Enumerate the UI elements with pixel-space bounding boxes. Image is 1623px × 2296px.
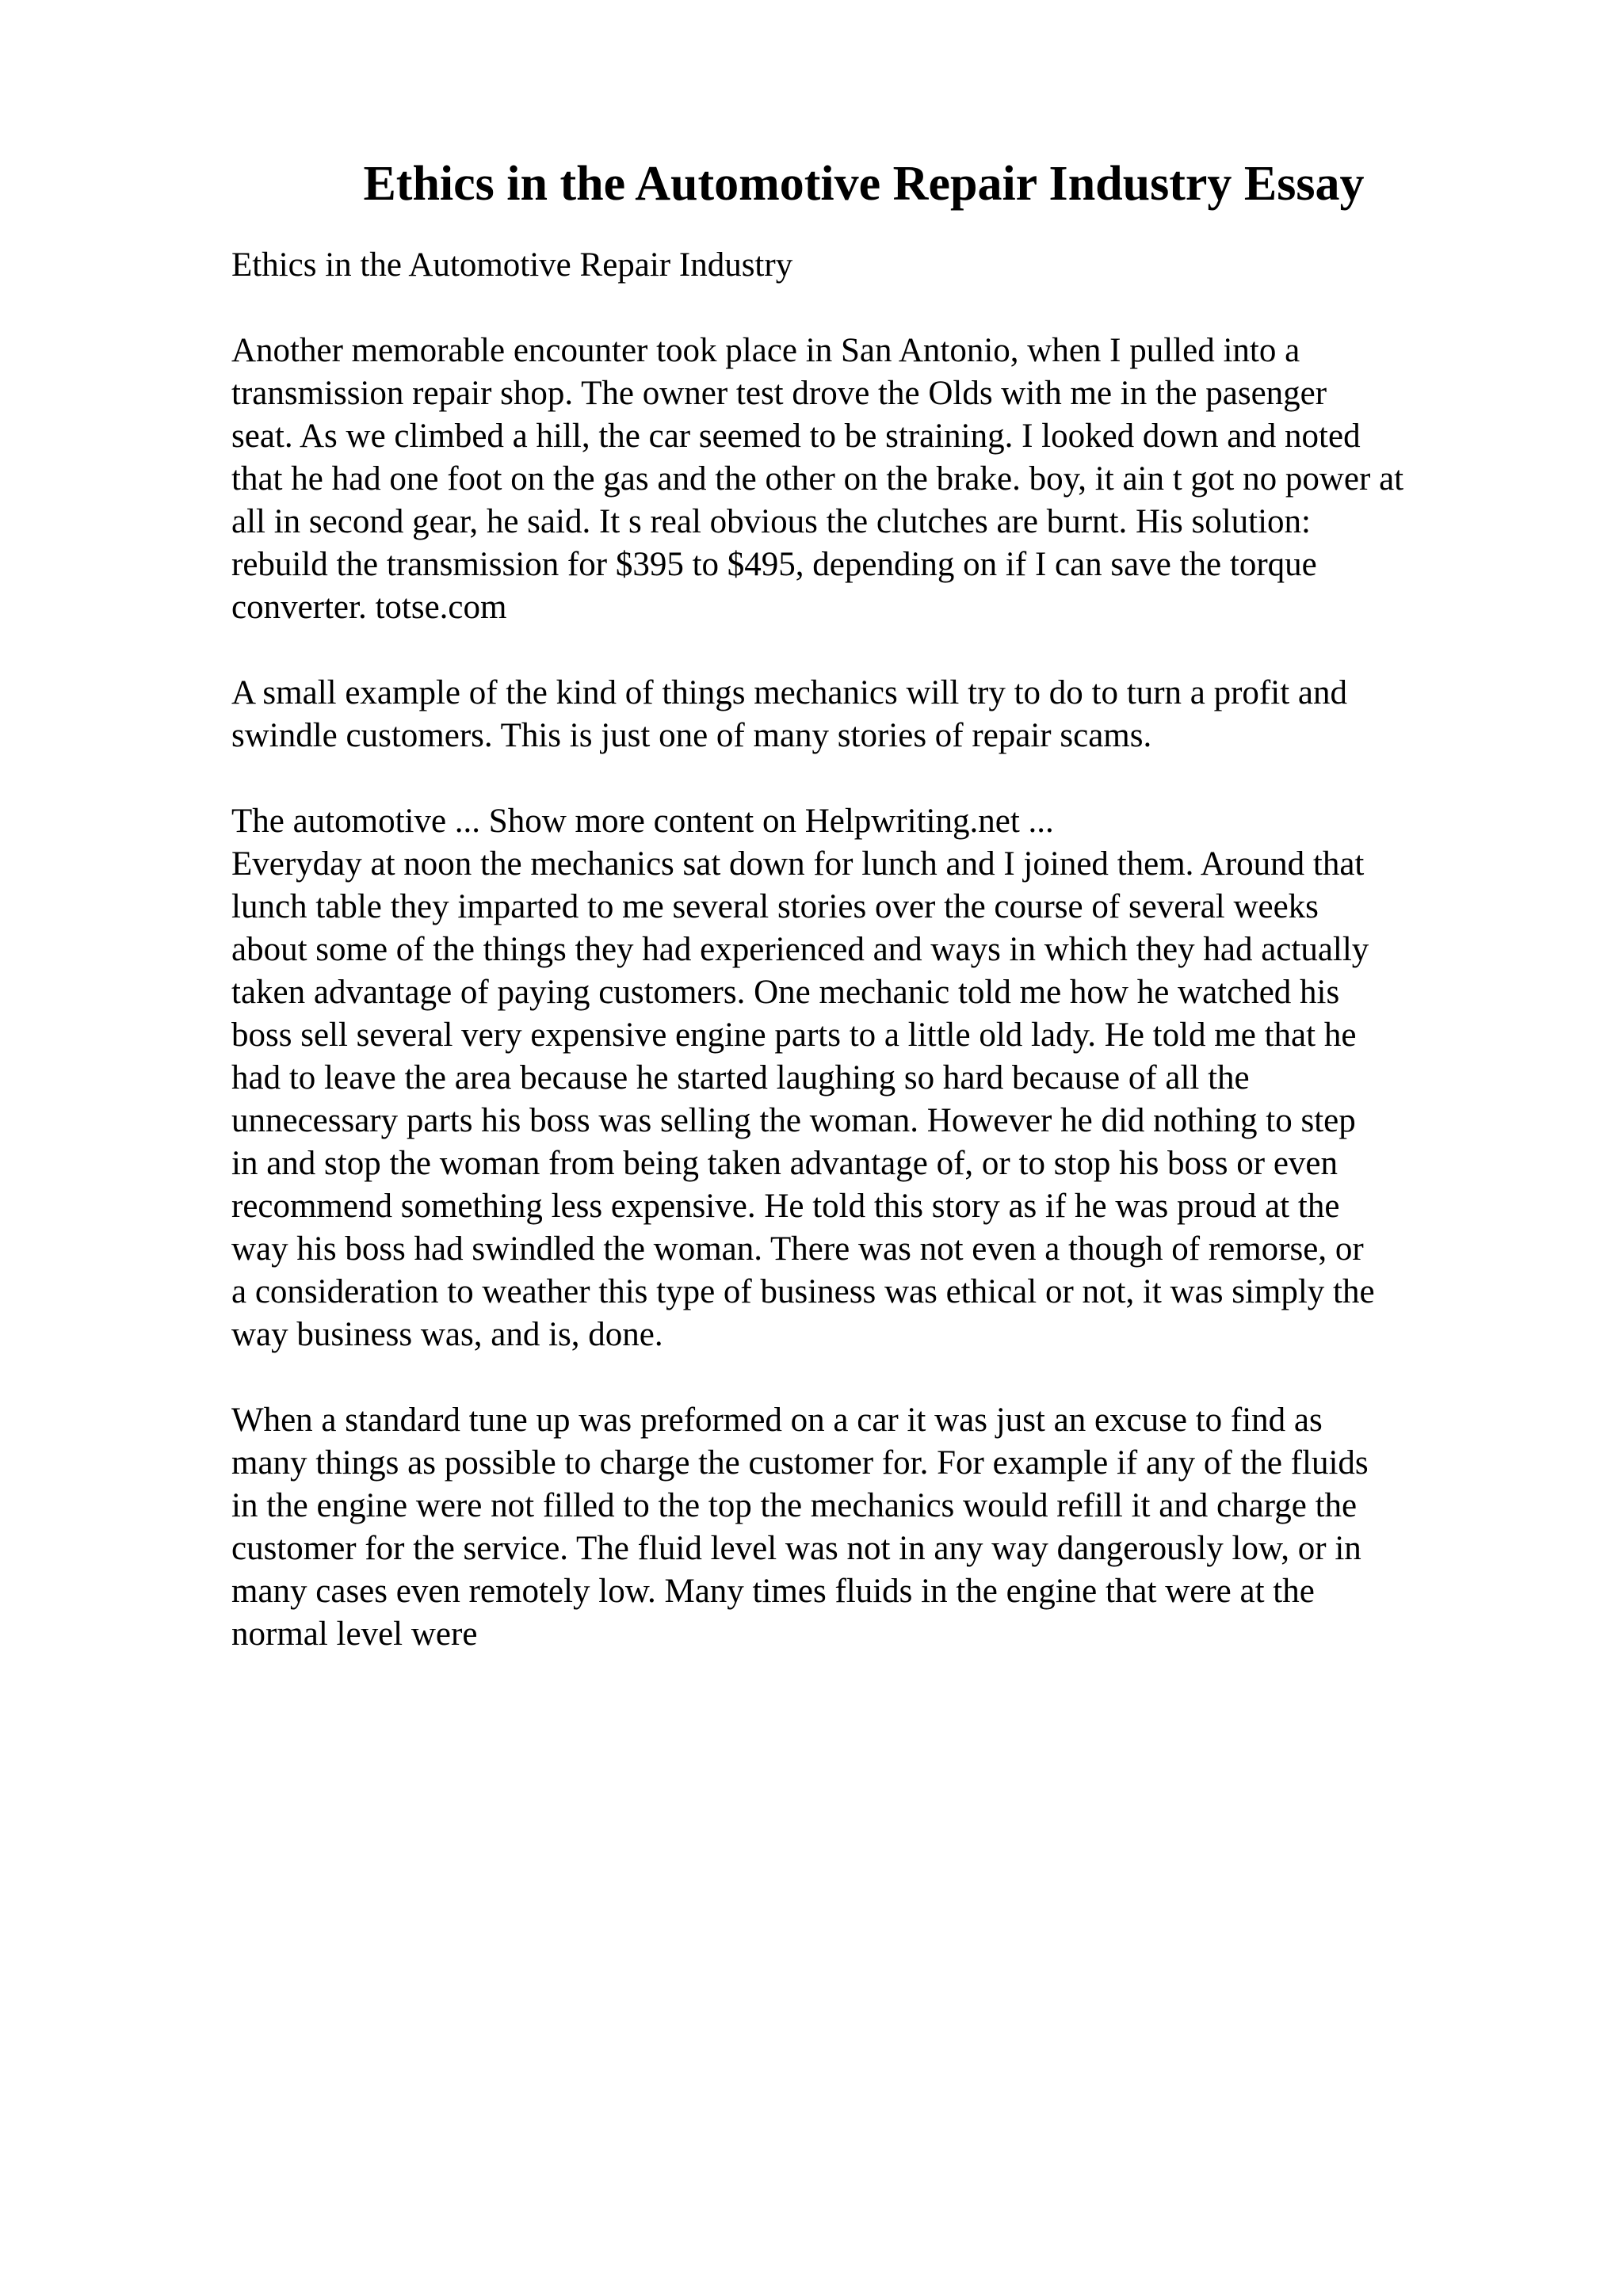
paragraph-line: way his boss had swindled the woman. There was not even a though of remorse, or	[231, 1230, 1364, 1268]
paragraph-line: taken advantage of paying customers. One mechanic told me how he watched his	[231, 974, 1340, 1011]
paragraph-line: When a standard tune up was preformed on a car it was just an excuse to find as	[231, 1402, 1323, 1439]
paragraph-line: recommend something less expensive. He told this story as if he was proud at the	[231, 1188, 1340, 1225]
paragraph-list	[231, 330, 1594, 1656]
paragraph-line: converter. totse.com	[231, 589, 507, 626]
paragraph-line: A small example of the kind of things mechanics will try to do to turn a profit and	[231, 674, 1347, 711]
document-subtitle: Ethics in the Automotive Repair Industry	[231, 246, 793, 284]
paragraph-line: boss sell several very expensive engine parts to a little old lady. He told me that he	[231, 1016, 1357, 1054]
paragraph-line: that he had one foot on the gas and the other on the brake. boy, it ain t got no power at	[231, 460, 1404, 498]
document-title: Ethics in the Automotive Repair Industry Essay	[363, 157, 1365, 211]
paragraph-line: all in second gear, he said. It s real obvious the clutches are burnt. His solution:	[231, 503, 1311, 540]
paragraph-line: Another memorable encounter took place in San Antonio, when I pulled into a	[231, 332, 1300, 369]
paragraph-line: The automotive ... Show more content on Helpwriting.net ...	[231, 803, 1054, 840]
paragraph-line: had to leave the area because he started laughing so hard because of all the	[231, 1059, 1250, 1097]
paragraph-line: swindle customers. This is just one of many stories of repair scams.	[231, 717, 1152, 754]
paragraph-line: unnecessary parts his boss was selling the woman. However he did nothing to step	[231, 1102, 1356, 1139]
paragraph-line: a consideration to weather this type of business was ethical or not, it was simply the	[231, 1273, 1375, 1310]
paragraph-line: lunch table they imparted to me several stories over the course of several weeks	[231, 888, 1319, 925]
paragraph-line: transmission repair shop. The owner test drove the Olds with me in the pasenger	[231, 375, 1327, 412]
paragraph	[231, 1399, 1594, 1656]
paragraph-line: in the engine were not filled to the top the mechanics would refill it and charge the	[231, 1487, 1358, 1524]
paragraph	[231, 800, 1594, 1356]
paragraph	[231, 672, 1594, 757]
paragraph-line: in and stop the woman from being taken advantage of, or to stop his boss or even	[231, 1145, 1338, 1182]
paragraph-line: about some of the things they had experienced and ways in which they had actually	[231, 931, 1369, 968]
paragraph-line: normal level were	[231, 1615, 478, 1653]
paragraph-line: customer for the service. The fluid level was not in any way dangerously low, or in	[231, 1530, 1361, 1567]
paragraph-line: Everyday at noon the mechanics sat down for lunch and I joined them. Around that	[231, 845, 1365, 883]
paragraph-line: many cases even remotely low. Many times fluids in the engine that were at the	[231, 1573, 1315, 1610]
paragraph-line: way business was, and is, done.	[231, 1316, 663, 1353]
paragraph-line: seat. As we climbed a hill, the car seemed to be straining. I looked down and noted	[231, 418, 1361, 455]
paragraph	[231, 330, 1594, 629]
paragraph-line: rebuild the transmission for $395 to $495, depending on if I can save the torque	[231, 546, 1317, 583]
document-body	[231, 244, 1594, 1656]
paragraph-line: many things as possible to charge the customer for. For example if any of the fluids	[231, 1444, 1369, 1482]
